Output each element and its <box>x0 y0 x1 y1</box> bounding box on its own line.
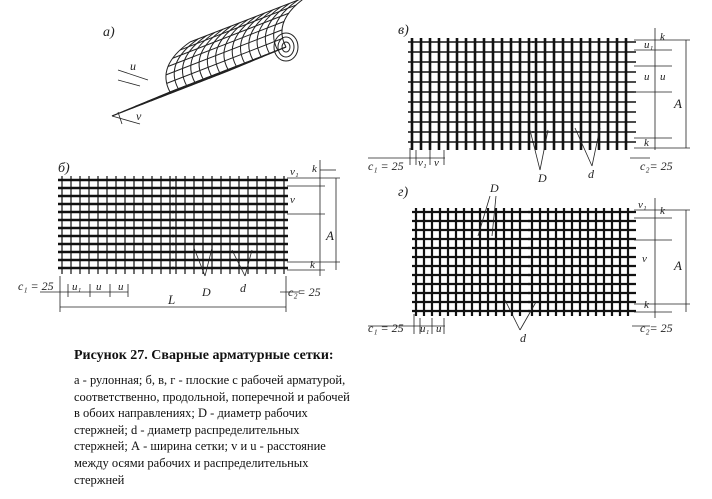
mesh-bar <box>112 71 228 116</box>
panel-b-dim-k-bottom: k <box>310 259 315 271</box>
caption-line: в обоих направлениях; D - диаметр рабочих <box>74 406 308 421</box>
caption-line: а - рулонная; б, в, г - плоские с рабочей арматурой, <box>74 373 346 387</box>
caption-line: стержней; А - ширина сетки; v и u - расстояние <box>74 439 326 454</box>
panel-g-dim-u1: u₁ <box>420 323 430 335</box>
panel-g-dim-D: D <box>490 181 499 195</box>
roll-dim-v: v <box>136 109 142 123</box>
caption-line: между осями рабочих и распределительных <box>74 455 309 470</box>
panel-g-dim-k-bottom: k <box>644 299 649 311</box>
panel-g-dim-k-top: k <box>660 205 665 217</box>
panel-g-dim-d: d <box>520 331 526 345</box>
caption-line: соответственно, продольной, поперечной и рабочей <box>74 389 350 404</box>
panel-g-dim-A: A <box>674 258 682 273</box>
panel-v-dim-v1: v₁ <box>418 157 427 169</box>
panel-b-dim-v: v <box>290 194 295 206</box>
roll-ring-bar <box>282 0 306 47</box>
mesh-bar <box>173 13 289 58</box>
panel-v-dim-c1: c₁ = 25 <box>368 159 404 173</box>
panel-v-dim-u-2: u <box>660 71 666 83</box>
panel-b-dim-c2: c₂= 25 <box>288 285 321 299</box>
panel-a-label: а) <box>103 25 115 40</box>
caption-line: стержней <box>74 472 125 487</box>
panel-v-dim-k-top: k <box>660 31 665 43</box>
panel-v-label: в) <box>398 23 409 38</box>
caption-body <box>74 372 414 488</box>
roll-dim-u: u <box>130 59 136 73</box>
panel-b-grid <box>58 176 288 274</box>
panel-b-dim-u-1: u <box>96 281 102 293</box>
panel-v-dim-c2: c₂= 25 <box>640 159 673 173</box>
caption-line: стержней; d - диаметр распределительных <box>74 422 300 437</box>
panel-v-dim-v: v <box>434 157 439 169</box>
panel-b-label: б) <box>58 161 70 176</box>
panel-v-transverse-mesh <box>368 23 690 185</box>
panel-a-rolled-mesh <box>103 0 306 124</box>
panel-v-dim-u1: u₁ <box>644 39 654 51</box>
panel-g-label: г) <box>398 185 409 200</box>
panel-b-dim-L: L <box>168 292 176 307</box>
panel-g-dim-c1: c₁ = 25 <box>368 321 404 335</box>
panel-g-dim-u: u <box>436 323 442 335</box>
panel-v-dim-u-1: u <box>644 71 650 83</box>
panel-g-bidirectional-mesh <box>368 181 690 345</box>
figure-caption <box>74 348 414 488</box>
panel-b-dim-d: d <box>240 281 246 295</box>
panel-v-dim-D: D <box>538 171 547 185</box>
panel-b-dim-u-2: u <box>118 281 124 293</box>
roll-dimensions <box>112 70 148 124</box>
panel-b-dim-D: D <box>202 285 211 299</box>
panel-b-longitudinal-mesh <box>18 160 340 312</box>
panel-g-dim-v1: v₁ <box>638 199 647 211</box>
panel-g-dim-c2: c₂= 25 <box>640 321 673 335</box>
panel-v-dim-d: d <box>588 167 594 181</box>
panel-g-dim-v: v <box>642 253 647 265</box>
panel-b-dim-c1: c₁ = 25 <box>18 279 54 293</box>
panel-v-grid <box>408 38 636 150</box>
roll-mesh-grid <box>112 0 306 116</box>
panel-b-dim-u1: u₁ <box>72 281 82 293</box>
panel-b-dim-k-top: k <box>312 163 317 175</box>
panel-g-grid <box>412 208 636 316</box>
panel-b-dim-v1: v₁ <box>290 166 299 178</box>
panel-b-dim-A: A <box>326 228 334 243</box>
panel-v-dim-k-bottom: k <box>644 137 649 149</box>
caption-title: Рисунок 27. Сварные арматурные сетки: <box>74 348 334 363</box>
panel-v-dim-A: A <box>674 96 682 111</box>
